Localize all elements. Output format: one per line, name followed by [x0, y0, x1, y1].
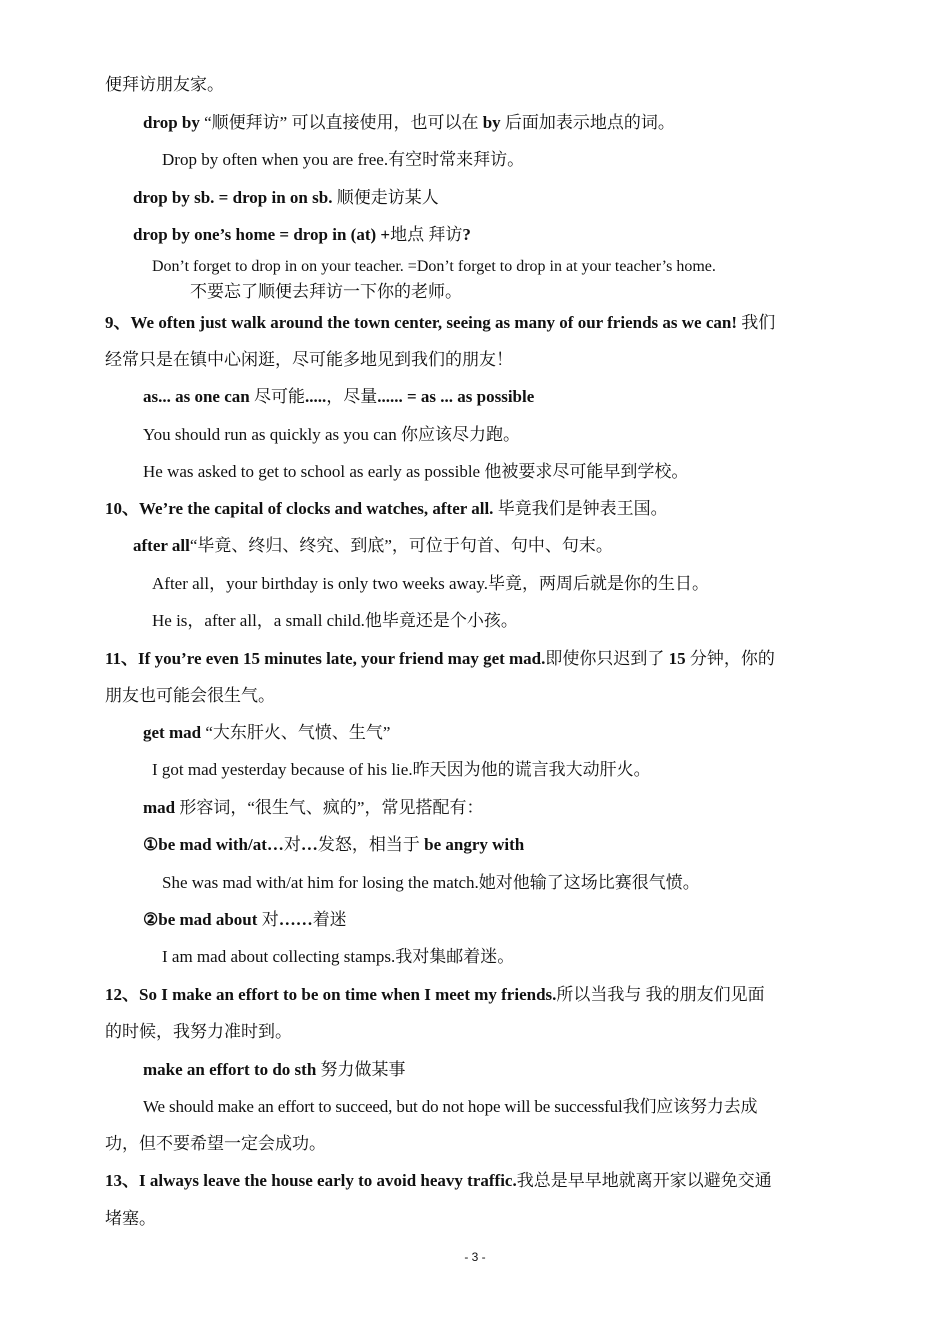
example: She was mad with/at him for losing the match.她对他输了这场比赛很气愤。 — [162, 873, 700, 892]
text-line — [105, 685, 275, 707]
text: 不要忘了顺便去拜访一下你的老师。 — [190, 282, 462, 301]
example: I am mad about collecting stamps.我对集邮着迷。 — [162, 947, 515, 966]
term: ..... — [304, 387, 327, 406]
sentence-heading: 13、I always leave the house early to avoid heavy traffic. — [105, 1171, 517, 1190]
text-line — [133, 187, 439, 209]
text-line — [133, 224, 471, 246]
text: “顺便拜访” 可以直接使用，也可以在 — [199, 113, 483, 132]
text-line — [105, 1133, 326, 1155]
text-line — [105, 1021, 292, 1043]
term: ①be mad with/at… — [143, 835, 284, 854]
text-line — [105, 312, 775, 334]
example: We should make an effort to succeed, but do not hope will be successful我们应该努力去成 — [143, 1097, 758, 1116]
text-line — [143, 424, 520, 446]
text: 发怒，相当于 — [317, 835, 425, 854]
text: 朋友也可能会很生气。 — [105, 686, 275, 705]
text-line — [152, 573, 709, 595]
term: get mad — [143, 723, 202, 742]
term: ...... = as ... as possible — [377, 387, 535, 406]
text-line — [105, 648, 775, 670]
text: 毕竟我们是钟表王国。 — [493, 499, 668, 518]
text-line — [105, 349, 513, 371]
text: 后面加表示地点的词。 — [500, 113, 675, 132]
text-line — [143, 722, 390, 744]
term: …… — [278, 910, 313, 929]
term: as... as one can — [143, 387, 250, 406]
term: mad — [143, 798, 176, 817]
text-line — [190, 281, 462, 303]
text: 顺便走访某人 — [332, 188, 439, 207]
text: 分钟，你的 — [685, 649, 775, 668]
term: ? — [462, 225, 471, 244]
text: 形容词，“很生气、疯的”，常见搭配有： — [175, 798, 484, 817]
example: He was asked to get to school as early as possible 他被要求尽可能早到学校。 — [143, 462, 689, 481]
text-line — [105, 74, 224, 96]
example: I got mad yesterday because of his lie.昨天因为他的谎言我大动肝火。 — [152, 760, 651, 779]
example: Don’t forget to drop in on your teacher. =Don’t forget to drop in at your teacher’s home. — [152, 258, 716, 275]
text-line — [143, 909, 347, 931]
text-line — [162, 149, 524, 171]
text-line — [143, 1096, 757, 1118]
text-line — [143, 1059, 406, 1081]
text: 地点 拜访 — [390, 225, 463, 244]
text: ，尽量 — [326, 387, 378, 406]
text-line — [133, 535, 613, 557]
term: 15 — [668, 649, 686, 668]
text: 所以当我与 我的朋友们见面 — [556, 985, 765, 1004]
term: ②be mad about — [143, 910, 258, 929]
sentence-heading: 11、If you’re even 15 minutes late, your friend may get mad. — [105, 649, 546, 668]
text: 对 — [257, 910, 279, 929]
term: drop by — [143, 113, 200, 132]
text-line — [143, 797, 483, 819]
term: … — [300, 835, 318, 854]
text: 堵塞。 — [105, 1209, 156, 1228]
text-line — [152, 256, 716, 278]
term: by — [482, 113, 501, 132]
example: Drop by often when you are free.有空时常来拜访。 — [162, 150, 525, 169]
text: 努力做某事 — [316, 1060, 406, 1079]
text-line — [105, 984, 765, 1006]
term: after all — [133, 536, 190, 555]
sentence-heading: 12、So I make an effort to be on time when I meet my friends. — [105, 985, 557, 1004]
term: drop by one’s home = drop in (at) + — [133, 225, 391, 244]
text-line — [143, 112, 675, 134]
text: 着迷 — [312, 910, 347, 929]
text-line — [105, 1208, 156, 1230]
text-line — [143, 461, 688, 483]
text-line — [105, 1170, 772, 1192]
sentence-heading: 10、We’re the capital of clocks and watches, after all. — [105, 499, 494, 518]
text: 经常只是在镇中心闲逛，尽可能多地见到我们的朋友！ — [105, 350, 513, 369]
text: 尽可能 — [249, 387, 305, 406]
term: drop by sb. = drop in on sb. — [133, 188, 333, 207]
term: make an effort to do sth — [143, 1060, 317, 1079]
text-line — [143, 386, 534, 408]
text: 即使你只迟到了 — [545, 649, 669, 668]
text-line — [162, 946, 514, 968]
example: After all，your birthday is only two weeks away.毕竟，两周后就是你的生日。 — [152, 574, 709, 593]
text: 我们 — [737, 313, 776, 332]
text: 的时候，我努力准时到。 — [105, 1022, 292, 1041]
text-line — [162, 872, 700, 894]
text: “毕竟、终归、终究、到底”，可位于句首、句中、句末。 — [189, 536, 613, 555]
text: 功，但不要希望一定会成功。 — [105, 1134, 326, 1153]
text: 便拜访朋友家。 — [105, 75, 224, 94]
text: “大东肝火、气愤、生气” — [201, 723, 391, 742]
text-line — [105, 498, 668, 520]
example: You should run as quickly as you can 你应该尽力跑。 — [143, 425, 520, 444]
term: be angry with — [424, 835, 525, 854]
page-number: - 3 - — [464, 1250, 486, 1264]
sentence-heading: 9、We often just walk around the town center, seeing as many of our friends as we can! — [105, 313, 737, 332]
text-line — [143, 834, 524, 856]
text: 对 — [283, 835, 301, 854]
text-line — [152, 610, 518, 632]
text: 我总是早早地就离开家以避免交通 — [516, 1171, 772, 1190]
example: He is，after all，a small child.他毕竟还是个小孩。 — [152, 611, 518, 630]
text-line — [152, 759, 651, 781]
